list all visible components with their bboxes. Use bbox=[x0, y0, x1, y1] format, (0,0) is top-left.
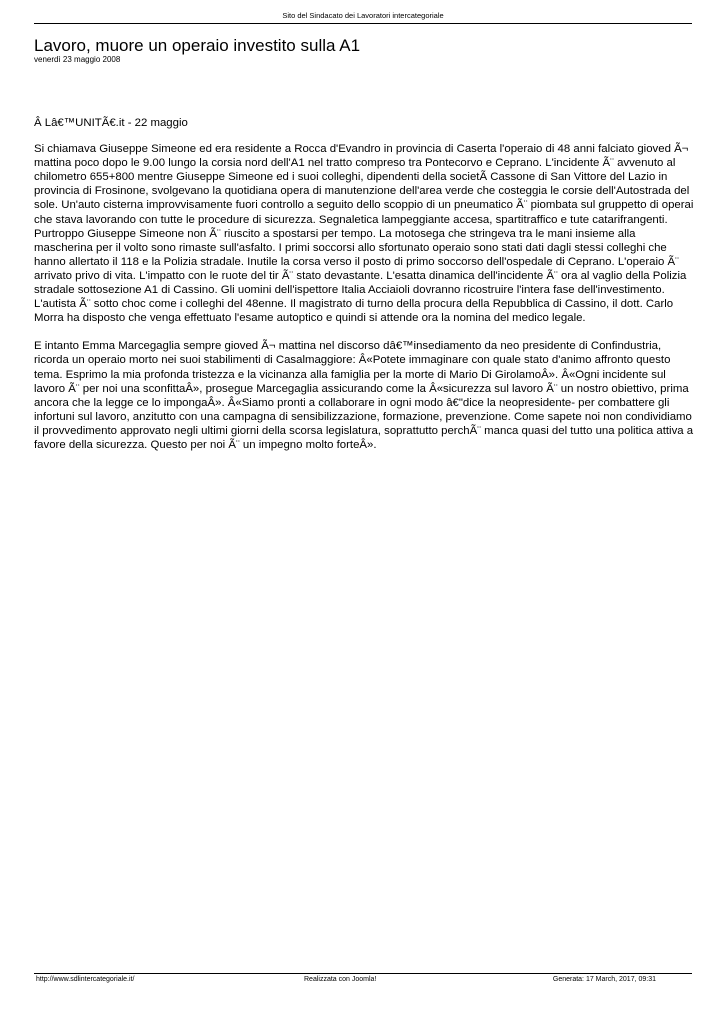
site-header bbox=[34, 10, 692, 24]
footer-powered-by: Realizzata con Joomla! bbox=[304, 976, 377, 983]
article-source: Â Lâ€™UNITÃ€.it - 22 maggio bbox=[34, 117, 188, 129]
article-paragraph-2: E intanto Emma Marcegaglia sempre gioved Ã¬ mattina nel discorso dâ€™insediamento da neo presidente di Confindustria, ricorda un operaio morto nei suoi stabilimenti di Casalmaggiore: Â«Potete immaginare con quale stato d'animo affronto questo tema. Esprimo la mia profonda tristezza e la vicinanza alla famiglia per la morte di Mario Di GirolamoÂ». Â«Ogni incidente sul lavoro Ã¨ per noi una sconfittaÂ», prosegue Marcegaglia assicurando come la Â«sicurezza sul lavoro Ã¨ un nostro obiettivo, prima ancora che la legge ce lo impongaÂ». Â«Siamo pronti a collaborare in ogni modo â€"dice la neopresidente- per combattere gli infortuni sul lavoro, anzitutto con una campagna di sensibilizzazione, formazione, prevenzione. Come sapete noi non condividiamo il provvedimento approvato negli ultimi giorni della scorsa legislatura, soprattutto perchÃ¨ manca quasi del tutto una politica attiva a favore della sicurezza. Questo per noi Ã¨ un impegno molto forteÂ». bbox=[34, 340, 694, 451]
footer-generated: Generata: 17 March, 2017, 09:31 bbox=[552, 976, 656, 983]
footer-url: http://www.sdlintercategoriale.it/ bbox=[36, 976, 135, 983]
site-footer bbox=[34, 973, 692, 983]
article-paragraph-1: Si chiamava Giuseppe Simeone ed era residente a Rocca d'Evandro in provincia di Caserta l'operaio di 48 anni falciato gioved Ã¬ mattina poco dopo le 9.00 lungo la corsia nord dell'A1 nel tratto compreso tra Pontecorvo e Ceprano. L'incidente Ã¨ avvenuto al chilometro 655+800 mentre Giuseppe Simeone ed i suoi colleghi, dipendenti della societÃ Cassone di San Vittore del Lazio in provincia di Frosinone, svolgevano la quotidiana opera di manutenzione dell'area verde che costeggia le corsie dell'Autostrada del sole. Un'auto cisterna improvvisamente fuori controllo a seguito dello scoppio di un pneumatico Ã¨ piombata sul gruppetto di operai che stava lavorando con tutte le procedure di sicurezza. Segnaletica lampeggiante accesa, spartitraffico e tute catarifrangenti. Purtroppo Giuseppe Simeone non Ã¨ riuscito a spostarsi per tempo. La motosega che stringeva tra le mani insieme alla mascherina per il volto sono rimaste sull'asfalto. I primi soccorsi allo sfortunato operaio sono stati dati dagli stessi colleghi che hanno allertato il 118 e la Polizia stradale. Inutile la corsa verso il posto di primo soccorso dell'ospedale di Ceprano. L'operaio Ã¨ arrivato privo di vita. L'impatto con le ruote del tir Ã¨ stato devastante. L'esatta dinamica dell'incidente Ã¨ ora al vaglio della Polizia stradale sottosezione A1 di Cassino. Gli uomini dell'ispettore Italia Acciaioli dovranno ricostruire l'intera fase dell'investimento. L'autista Ã¨ sotto choc come i colleghi del 48enne. Il magistrato di turno della procura della Repubblica di Cassino, il dott. Carlo Morra ha disposto che venga effettuato l'esame autoptico e quindi si attende ora la nomina del medico legale. bbox=[34, 143, 694, 325]
site-name: Sito del Sindacato dei Lavoratori intercategoriale bbox=[282, 11, 444, 20]
article-date: venerdì 23 maggio 2008 bbox=[34, 55, 121, 64]
article-body bbox=[34, 116, 694, 466]
article-title: Lavoro, muore un operaio investito sulla A1 bbox=[34, 36, 361, 55]
